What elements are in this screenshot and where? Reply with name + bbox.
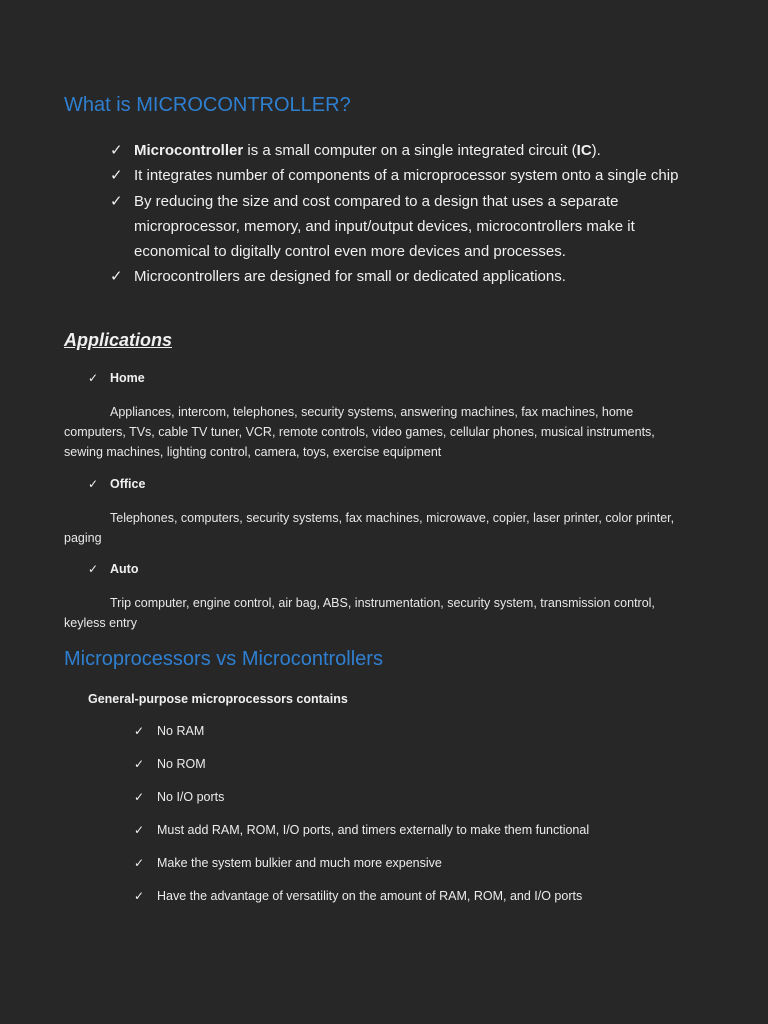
item-text: No ROM <box>157 757 206 771</box>
list-item <box>134 823 589 856</box>
bullet-text: ). <box>591 142 601 159</box>
bullet-text: It integrates number of components of a microprocessor system onto a single chip <box>134 167 679 185</box>
checkmark-icon: ✓ <box>88 562 99 576</box>
checkmark-icon: ✓ <box>110 141 123 159</box>
item-text: Make the system bulkier and much more expensive <box>157 856 442 870</box>
category-description: Trip computer, engine control, air bag, ABS, instrumentation, security system, transmission control, keyless entry <box>64 596 655 630</box>
list-item <box>110 189 710 265</box>
category-description: Appliances, intercom, telephones, security systems, answering machines, fax machines, home computers, TVs, cable TV tuner, VCR, remote controls, video games, cellular phones, musical instruments, sewing machines, lighting control, camera, toys, exercise equipment <box>64 405 655 459</box>
item-text: Must add RAM, ROM, I/O ports, and timers externally to make them functional <box>157 823 590 837</box>
checkmark-icon: ✓ <box>134 724 145 738</box>
list-item <box>134 889 589 922</box>
checkmark-icon: ✓ <box>110 166 123 185</box>
bullet-text: By reducing the size and cost compared to a design that uses a separate microprocessor, memory, and input/output devices, microcontrollers make it economical to digitally control even more devices and processes. <box>134 192 635 261</box>
category-label: Auto <box>110 562 139 576</box>
heading-what-is-microcontroller: What is MICROCONTROLLER? <box>64 94 351 116</box>
bullet-text: is a small computer on a single integrated circuit ( <box>243 142 577 159</box>
item-text: Have the advantage of versatility on the amount of RAM, ROM, and I/O ports <box>157 889 583 903</box>
checkmark-icon: ✓ <box>88 371 99 385</box>
checkmark-icon: ✓ <box>110 191 123 210</box>
checkmark-icon: ✓ <box>134 757 145 771</box>
definition-bullet-list <box>110 138 710 290</box>
item-text: No RAM <box>157 724 205 738</box>
list-item <box>134 790 589 823</box>
microprocessor-feature-list <box>134 724 589 922</box>
list-item <box>110 138 710 163</box>
category-description: Telephones, computers, security systems, fax machines, microwave, copier, laser printer, color printer, paging <box>64 511 675 545</box>
list-item <box>134 757 589 790</box>
list-item <box>134 856 589 889</box>
bold-term: IC <box>576 142 592 159</box>
list-item <box>110 163 710 188</box>
intro-text: General-purpose microprocessors contains <box>88 692 348 706</box>
list-item <box>134 724 589 757</box>
checkmark-icon: ✓ <box>134 790 145 804</box>
checkmark-icon: ✓ <box>134 856 145 870</box>
item-text: No I/O ports <box>157 790 225 804</box>
checkmark-icon: ✓ <box>110 267 123 286</box>
category-label: Home <box>110 371 145 385</box>
checkmark-icon: ✓ <box>134 889 145 903</box>
category-label: Office <box>110 477 146 491</box>
heading-applications: Applications <box>64 330 173 350</box>
bold-term: Microcontroller <box>134 142 244 159</box>
bullet-text: Microcontrollers are designed for small or dedicated applications. <box>134 268 566 286</box>
checkmark-icon: ✓ <box>134 823 145 837</box>
checkmark-icon: ✓ <box>88 477 99 491</box>
heading-microprocessors-vs-microcontrollers: Microprocessors vs Microcontrollers <box>64 648 383 670</box>
list-item <box>110 264 710 289</box>
